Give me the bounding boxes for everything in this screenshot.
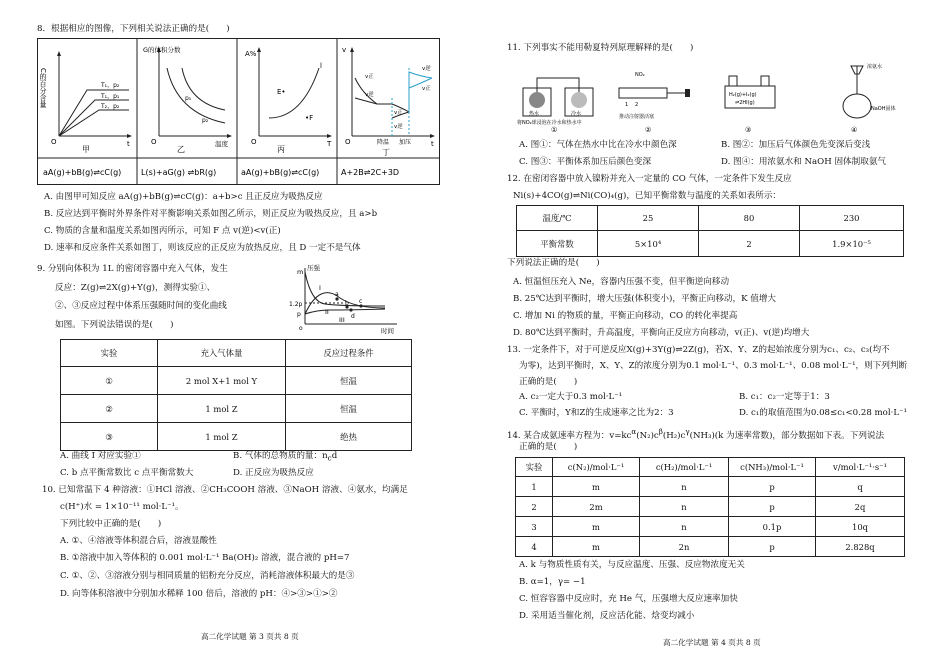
q10-stem-1: 10. 已知常温下 4 种溶液：①HCl 溶液、②CH₃COOH 溶液、③NaOH 溶液、④氨水，均满足 — [42, 485, 408, 495]
svg-text:O: O — [51, 138, 57, 146]
q10-option-a: A. ①、④溶液等体积混合后，溶液显酸性 — [60, 536, 217, 546]
svg-text:1: 1 — [625, 102, 629, 108]
q12-table: 温度/℃ 25 80 230 平衡常数 5×10⁴ 2 1.9×10⁻⁵ — [516, 205, 904, 257]
svg-text:丙: 丙 — [277, 145, 285, 154]
svg-text:b: b — [345, 300, 349, 307]
q12-stem-2: Ni(s)+4CO(g)⇌Ni(CO)₄(g)，已知平衡常数与温度的关系如表所示： — [513, 191, 782, 201]
svg-text:①: ① — [551, 126, 558, 134]
q12-after: 下列说法正确的是( ) — [507, 258, 600, 268]
q9-pressure-graph — [285, 262, 405, 337]
q12-option-a: A. 恒温恒压充入 Ne，容器内压强不变，但平衡逆向移动 — [513, 277, 730, 287]
svg-text:O: O — [151, 138, 157, 146]
svg-text:降温: 降温 — [377, 139, 390, 146]
svg-text:T₁，p₂: T₁，p₂ — [101, 82, 120, 89]
q13-option-c: C. 平衡时，Y和Z的生成速率之比为2：3 — [519, 408, 674, 418]
q13-option-a: A. c₂一定大于0.3 mol·L⁻¹ — [519, 392, 623, 402]
q9-stem-4: 如图。下列说法错误的是( ) — [55, 320, 174, 330]
svg-text:③: ③ — [745, 126, 752, 134]
q12-stem-1: 12. 在密闭容器中放入镍粉并充入一定量的 CO 气体，一定条件下发生反应 — [507, 174, 792, 184]
svg-text:H₂(g)+I₂(g): H₂(g)+I₂(g) — [729, 92, 757, 98]
svg-text:l: l — [320, 62, 322, 70]
q9-option-b: B. 气体的总物质的量：$n_cd$ — [233, 451, 338, 463]
svg-text:v逆: v逆 — [422, 66, 431, 72]
q8-option-a: A. 由图甲可知反应 aA(g)+bB(g)⇌cC(g)：a+b>c 且正反应为吸热反应 — [44, 192, 323, 202]
q12-option-d: D. 80℃达到平衡时，升高温度，平衡向正反应方向移动，v(正)、v(逆)均增大 — [513, 328, 810, 338]
svg-text:②: ② — [645, 126, 652, 134]
svg-text:p₁: p₁ — [185, 95, 192, 102]
svg-text:T₁，p₁: T₁，p₁ — [101, 93, 120, 100]
svg-text:I: I — [319, 284, 321, 292]
q12-option-c: C. 增加 Ni 的物质的量，平衡正向移动，CO 的转化率提高 — [513, 311, 738, 321]
reaction-2: L(s)+aG(g) ⇌bR(g) — [141, 168, 217, 177]
page-footer-left: 高二化学试题 第 3 页共 8 页 — [201, 632, 299, 641]
q11-option-a: A. 图①：气体在热水中比在冷水中颜色深 — [519, 140, 677, 150]
svg-text:压强: 压强 — [307, 264, 320, 272]
page-footer-right: 高二化学试题 第 4 页共 8 页 — [663, 638, 761, 647]
svg-text:浓氨水: 浓氨水 — [867, 64, 883, 70]
graph-bing — [245, 47, 332, 154]
svg-text:冷水: 冷水 — [571, 111, 582, 117]
q13-option-b: B. c₁：c₂一定等于1：3 — [739, 392, 830, 402]
q14-option-a: A. k 与物质性质有关，与反应温度、压强、反应物浓度无关 — [519, 560, 745, 570]
q8-figure — [37, 38, 440, 185]
q13-option-d: D. c₁的取值范围为0.08≤c₁<0.28 mol·L⁻¹ — [739, 408, 908, 418]
q9-option-c: C. b 点平衡常数比 c 点平衡常数大 — [60, 468, 194, 478]
svg-text:m: m — [297, 268, 304, 276]
q11-option-c: C. 图③：平衡体系加压后颜色变深 — [519, 157, 652, 167]
q8-stem: 8．根据相应的图像，下列相关说法正确的是( ) — [37, 24, 230, 34]
svg-text:v: v — [342, 46, 347, 54]
svg-text:丁: 丁 — [382, 148, 390, 157]
svg-text:温度: 温度 — [215, 140, 228, 148]
q13-stem-2: 为零)，达到平衡时，X、Y、Z的浓度分别为0.1 mol·L⁻¹、0.3 mol·L⁻¹、0.08 mol·L⁻¹，则下列判断 — [519, 361, 908, 371]
svg-text:o: o — [299, 325, 303, 332]
svg-text:NO₂: NO₂ — [635, 72, 645, 78]
q14-stem-1: 14. 某合成氨速率方程为：$v=kc^\alpha(N_2)c^\beta(H_2)c^\gamma(NH_3)(k$ 为速率常数)，部分数据如下表。下列说法 — [507, 427, 885, 441]
q8-option-c: C. 物质的含量和温度关系如图丙所示，可知 F 点 v(逆)<v(正) — [44, 226, 281, 236]
svg-text:II: II — [325, 308, 329, 316]
graph-yi — [143, 45, 232, 154]
right-page — [475, 0, 950, 658]
svg-text:推动注射器活塞: 推动注射器活塞 — [619, 114, 655, 120]
svg-text:T₂，p₂: T₂，p₂ — [101, 103, 120, 110]
svg-text:A%: A% — [245, 50, 257, 58]
svg-text:p: p — [297, 311, 301, 318]
svg-text:时间: 时间 — [381, 327, 394, 335]
svg-text:a: a — [335, 291, 339, 298]
q10-stem-3: 下列比较中正确的是( ) — [60, 519, 162, 529]
q9-stem-3: ②、③反应过程中体系压强随时间的变化曲线 — [55, 301, 227, 311]
svg-text:热水: 热水 — [529, 111, 540, 117]
svg-text:d: d — [351, 313, 355, 320]
q14-option-b: B. α=1，γ= −1 — [519, 577, 586, 587]
svg-text:•F: •F — [305, 114, 314, 122]
svg-text:甲: 甲 — [82, 145, 90, 154]
svg-text:NaOH固体: NaOH固体 — [871, 106, 896, 112]
svg-text:2: 2 — [635, 102, 639, 108]
graph-jia — [39, 51, 132, 154]
q10-option-c: C. ①、②、③溶液分别与相同质量的铝粉充分反应，消耗溶液体积最大的是③ — [60, 571, 355, 581]
q14-option-c: C. 恒容容器中反应时，充 He 气，压强增大反应速率加快 — [519, 594, 738, 604]
svg-text:c: c — [359, 298, 363, 305]
svg-text:T: T — [327, 140, 332, 148]
svg-text:v正: v正 — [394, 110, 403, 116]
svg-text:v逆: v逆 — [365, 92, 374, 98]
svg-text:G的体积分数: G的体积分数 — [143, 46, 181, 54]
svg-text:E•: E• — [277, 88, 286, 96]
q11-option-d: D. 图④：用浓氨水和 NaOH 固体制取氨气 — [721, 157, 887, 167]
reaction-1: aA(g)+bB(g)⇌cC(g) — [43, 168, 122, 177]
svg-text:1.2p: 1.2p — [289, 301, 303, 308]
svg-text:t: t — [127, 140, 130, 148]
q9-stem-2: 反应：Z(g)⇌2X(g)+Y(g)，测得实验①、 — [55, 283, 216, 293]
svg-text:加压: 加压 — [399, 139, 412, 146]
q8-option-b: B. 反应达到平衡时外界条件对平衡影响关系如图乙所示，则正反应为吸热反应，且 a>b — [44, 209, 378, 219]
q13-stem-1: 13. 一定条件下，对于可逆反应X(g)+3Y(g)⇌2Z(g)，若X、Y、Z的起始浓度分别为c₁、c₂、c₃(均不 — [507, 345, 890, 355]
svg-text:t: t — [431, 140, 434, 148]
svg-text:O: O — [345, 138, 351, 146]
q11-stem: 11. 下列事实不能用勒夏特列原理解释的是( ) — [507, 43, 694, 53]
svg-text:p₂: p₂ — [202, 117, 209, 124]
reaction-3: aA(g)+bB(g)⇌cC(g) — [241, 168, 320, 177]
q9-option-d: D. 正反应为吸热反应 — [233, 468, 314, 478]
q9-stem-1: 9. 分别向体积为 1L 的密闭容器中充入气体，发生 — [37, 264, 228, 274]
reaction-4: A+2B⇌2C+3D — [341, 168, 400, 177]
svg-text:v逆: v逆 — [394, 124, 403, 130]
q11-option-b: B. 图②：加压后气体颜色先变深后变浅 — [721, 140, 871, 150]
svg-text:乙: 乙 — [177, 145, 185, 154]
q10-option-b: B. ①溶液中加入等体积的 0.001 mol·L⁻¹ Ba(OH)₂ 溶液，混合液的 pH=7 — [60, 553, 350, 563]
g1-ylabel: C的百分含量 — [39, 68, 47, 108]
q11-figures — [517, 58, 909, 134]
svg-text:v正: v正 — [365, 74, 374, 80]
graph-ding — [342, 46, 435, 157]
svg-text:O: O — [251, 138, 257, 146]
svg-text:④: ④ — [851, 126, 858, 134]
q10-option-d: D. 向等体积溶液中分别加水稀释 100 倍后，溶液的 pH：④>③>①>② — [60, 589, 338, 599]
svg-text:将NO₂球浸泡在冷水和热水中: 将NO₂球浸泡在冷水和热水中 — [517, 120, 582, 126]
svg-text:III: III — [339, 316, 345, 324]
q9-option-a: A. 曲线 I 对应实验① — [60, 451, 141, 461]
q14-table: 实验 c(N₂)/mol·L⁻¹ c(H₂)/mol·L⁻¹ c(NH₃)/mol·L⁻¹ v/mol·L⁻¹·s⁻¹ 1 m n p q 2 2m n p 2q 3 m n 0.1p 10q 4 m 2n p 2.828q — [515, 457, 905, 557]
svg-text:⇌2HI(g): ⇌2HI(g) — [735, 100, 755, 106]
q14-option-d: D. 采用适当催化剂，反应活化能、焓变均减小 — [519, 611, 695, 621]
q10-stem-2: c(H⁺)水 = 1×10⁻¹¹ mol·L⁻¹。 — [60, 502, 184, 512]
q9-table: 实验 充入气体量 反应过程条件 ① 2 mol X+1 mol Y 恒温 ② 1 mol Z 恒温 ③ 1 mol Z 绝热 — [60, 339, 412, 451]
q14-stem-2: 正确的是( ) — [519, 442, 578, 452]
q8-option-d: D. 速率和反应条件关系如图丁，则该反应的正反应为放热反应，且 D 一定不是气体 — [44, 243, 361, 253]
svg-text:v正: v正 — [422, 86, 431, 92]
q12-option-b: B. 25℃达到平衡时，增大压强(体积变小)，平衡正向移动，K 值增大 — [513, 294, 777, 304]
q13-stem-3: 正确的是( ) — [519, 377, 578, 387]
